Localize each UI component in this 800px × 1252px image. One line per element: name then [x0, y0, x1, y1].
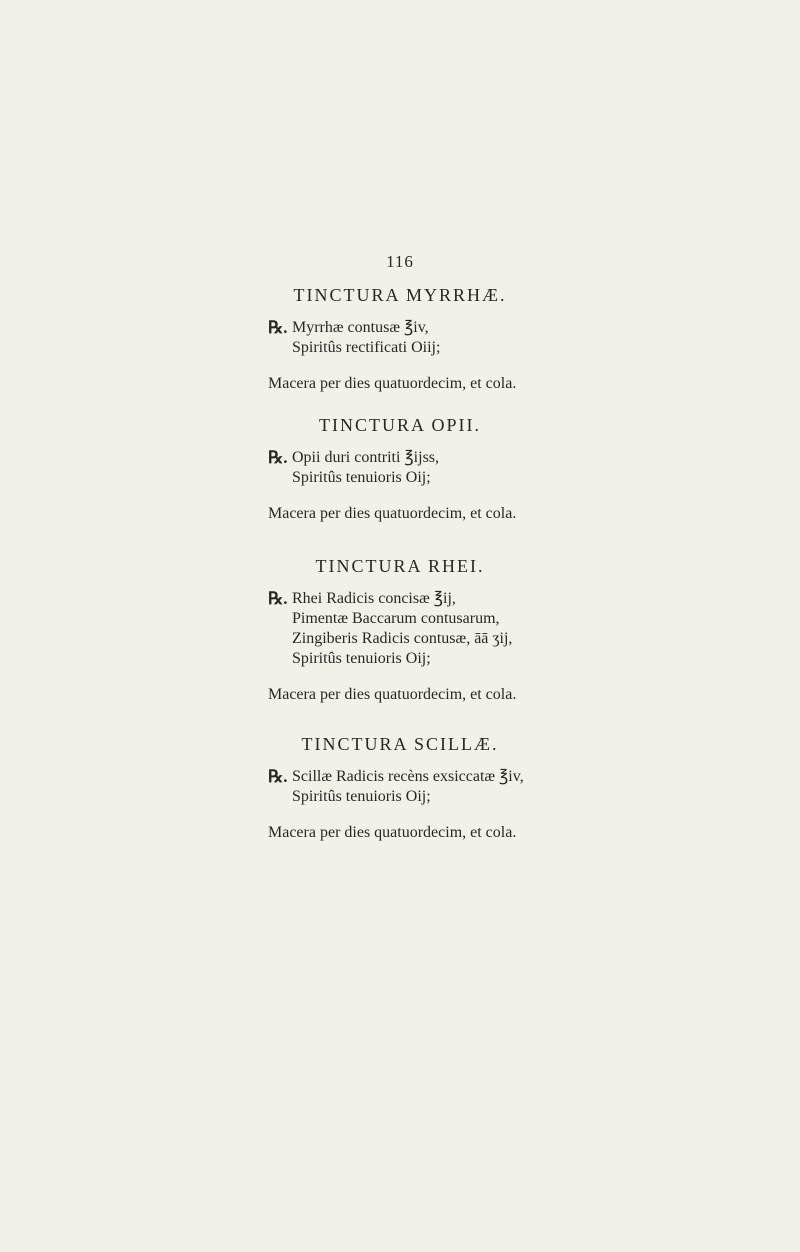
recipe-ingredients: [0, 448, 800, 488]
recipe-instruction: Macera per dies quatuordecim, et cola.: [268, 686, 517, 703]
recipe-instruction: Macera per dies quatuordecim, et cola.: [268, 375, 517, 392]
ingredient-line: Spiritûs rectificati Oiij;: [292, 339, 441, 356]
ingredient-line: Myrrhæ contusæ ℥iv,: [292, 319, 429, 336]
ingredient-line: Spiritûs tenuioris Oij;: [292, 788, 431, 805]
section-title: TINCTURA OPII.: [319, 415, 481, 435]
ingredient-line: Scillæ Radicis recèns exsiccatæ ℥iv,: [292, 768, 524, 785]
section-title: TINCTURA MYRRHÆ.: [293, 285, 507, 305]
ingredient-line: Zingiberis Radicis contusæ, āā ʒij,: [292, 630, 513, 647]
ingredient-line: Spiritûs tenuioris Oij;: [292, 469, 431, 486]
ingredient-line: Opii duri contriti ℥ijss,: [292, 449, 440, 466]
section-title: TINCTURA SCILLÆ.: [301, 734, 499, 754]
section-title: TINCTURA RHEI.: [315, 556, 485, 576]
ingredient-line: Pimentæ Baccarum contusarum,: [292, 610, 500, 627]
ingredient-line: Spiritûs tenuioris Oij;: [292, 650, 431, 667]
recipe-section-opii: [0, 414, 800, 524]
recipe-instruction: Macera per dies quatuordecim, et cola.: [268, 824, 517, 841]
page-number: 116: [386, 252, 414, 271]
recipe-ingredients: [0, 318, 800, 358]
recipe-ingredients: [0, 589, 800, 669]
rx-symbol: ℞.: [268, 767, 288, 786]
recipe-section-myrrhae: [0, 284, 800, 394]
rx-symbol: ℞.: [268, 589, 288, 608]
recipe-section-rhei: [0, 555, 800, 705]
rx-symbol: ℞.: [268, 318, 288, 337]
recipe-section-scillae: [0, 733, 800, 843]
ingredient-line: Rhei Radicis concisæ ℥ij,: [292, 590, 456, 607]
rx-symbol: ℞.: [268, 448, 288, 467]
recipe-ingredients: [0, 767, 800, 807]
recipe-instruction: Macera per dies quatuordecim, et cola.: [268, 505, 517, 522]
